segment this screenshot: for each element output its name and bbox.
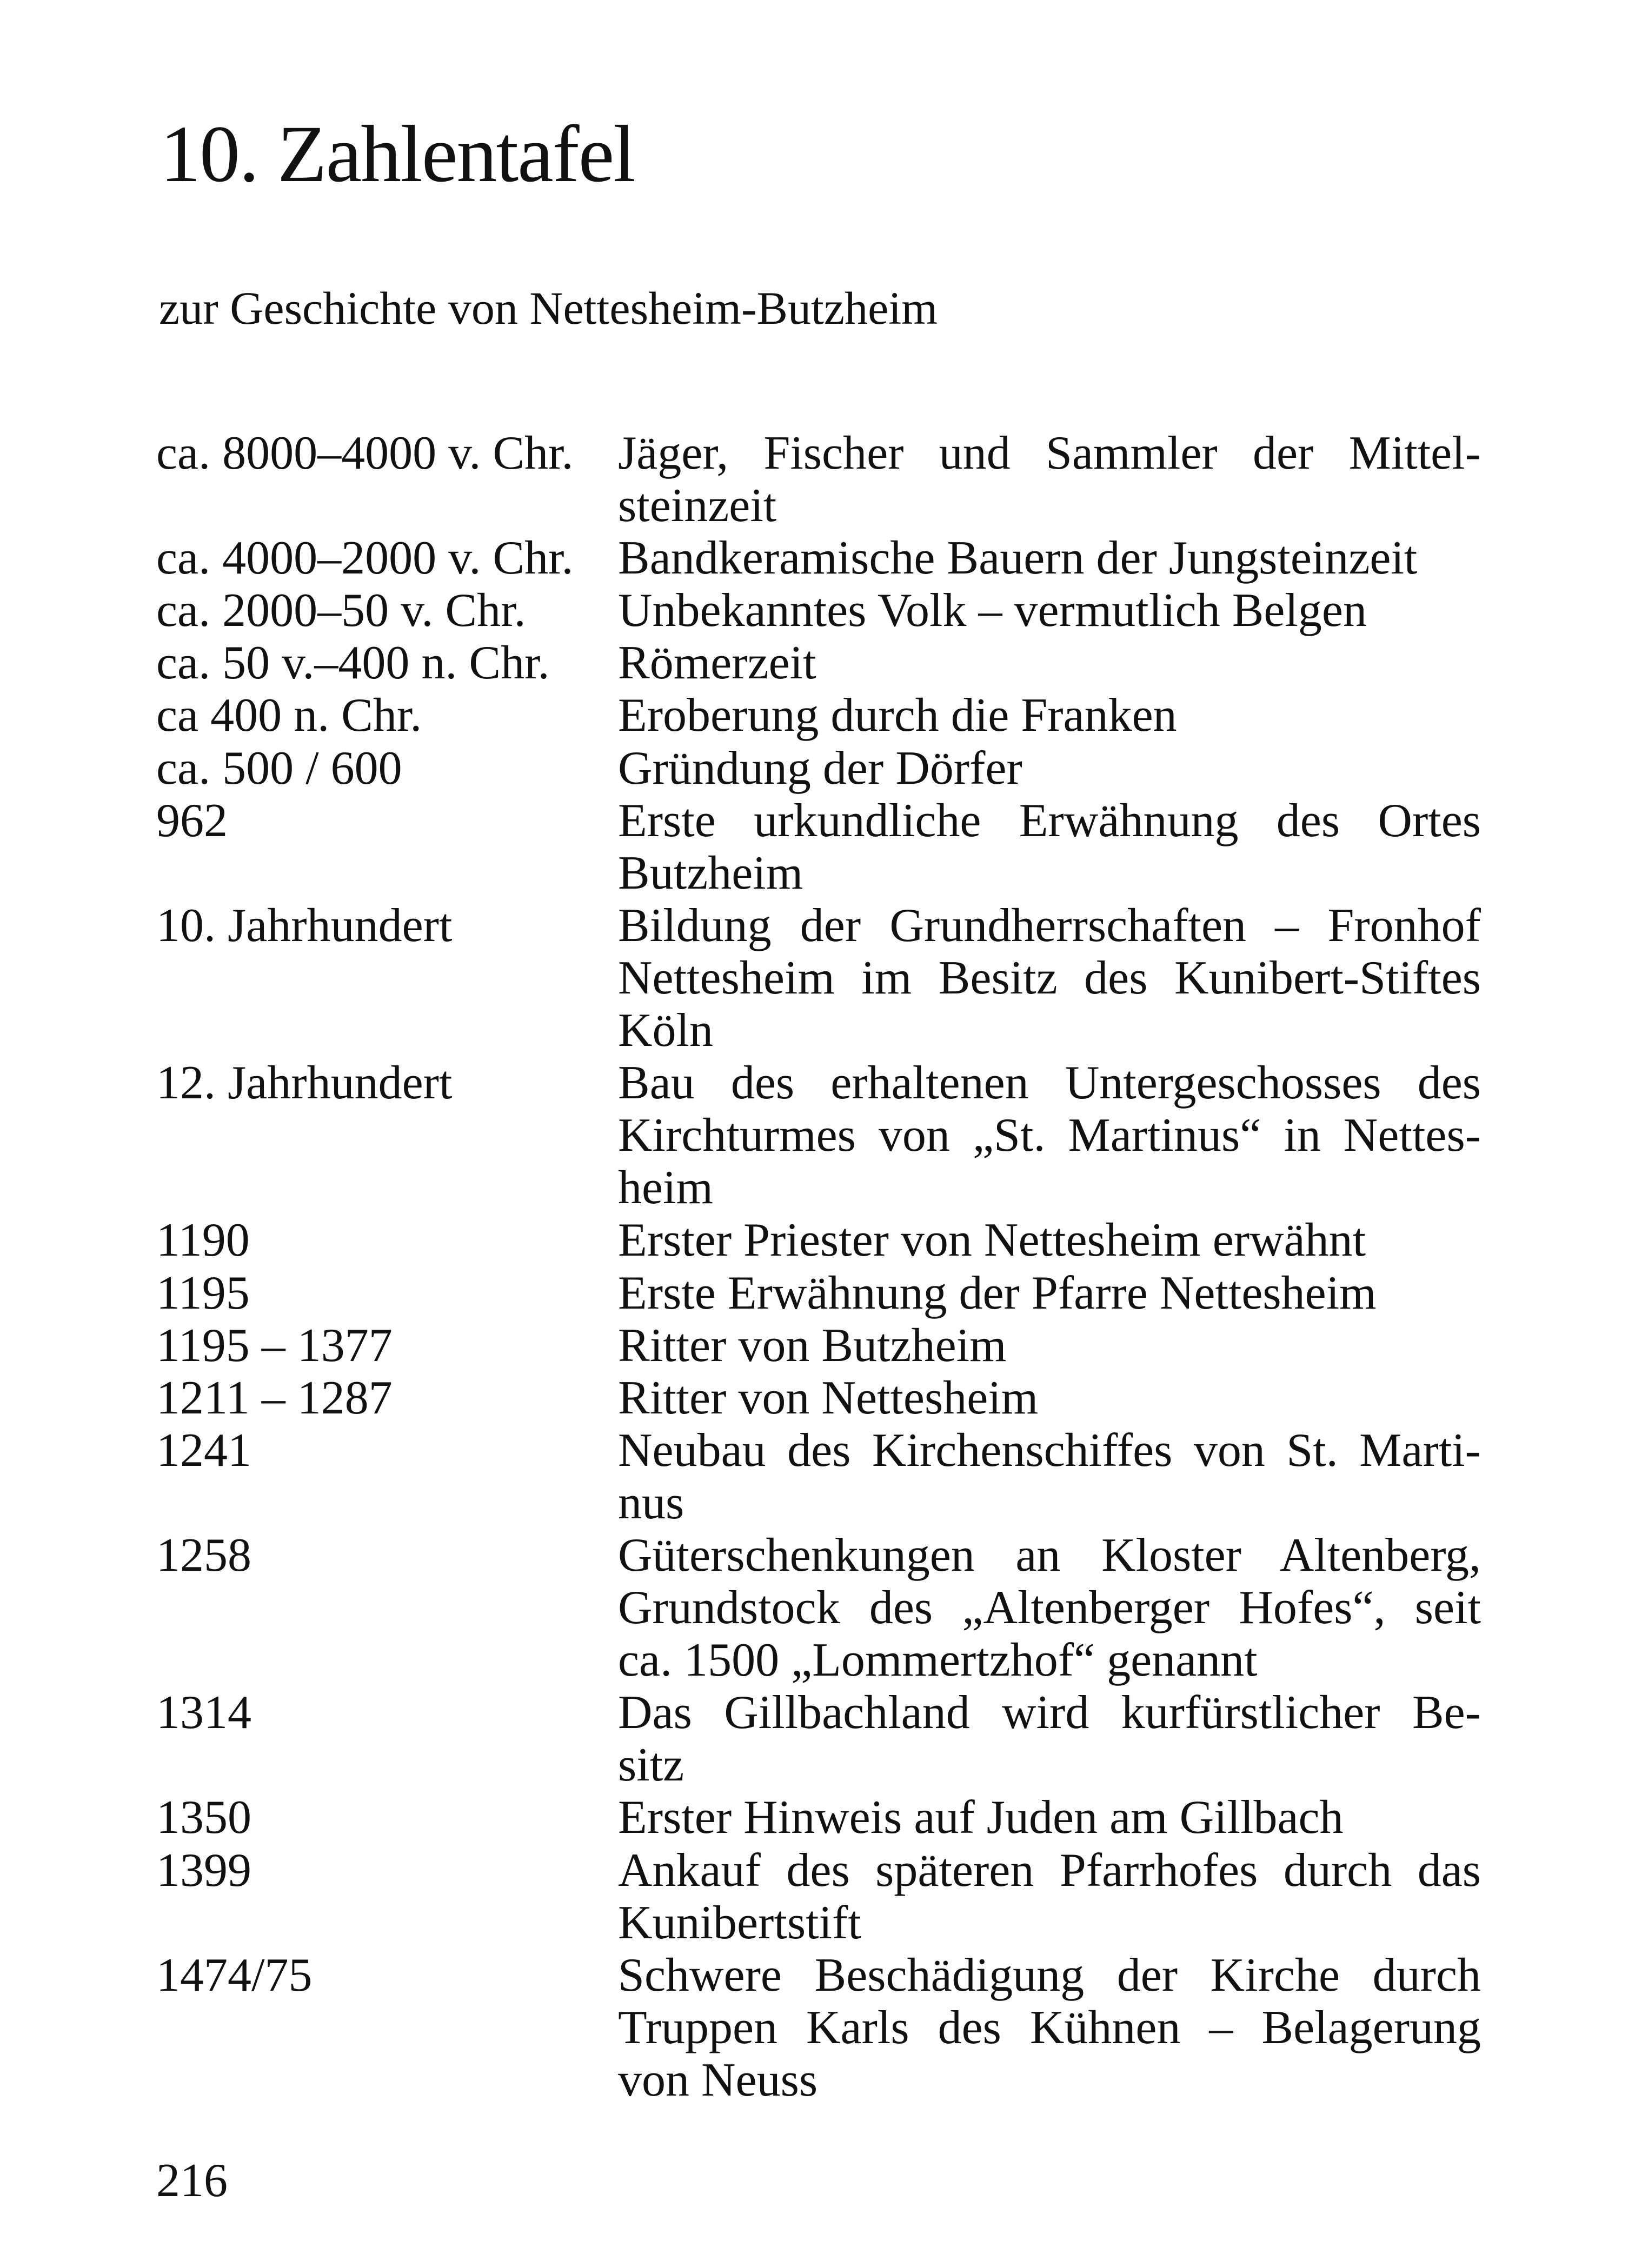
entry-date: ca. 8000–4000 v. Chr. bbox=[156, 427, 574, 479]
entry-description bbox=[618, 1791, 1481, 1844]
entry-description-line: Erste Erwähnung der Pfarre Nettesheim bbox=[618, 1266, 1377, 1319]
entry-description-line: sitz bbox=[618, 1739, 684, 1792]
entry-description bbox=[618, 1529, 1481, 1686]
chronology-row bbox=[156, 1372, 1481, 1424]
entry-description bbox=[618, 1686, 1481, 1791]
chronology-row bbox=[156, 584, 1481, 637]
entry-description-line: Gründung der Dörfer bbox=[618, 742, 1022, 795]
chronology-row bbox=[156, 689, 1481, 742]
entry-date: 962 bbox=[156, 794, 228, 847]
chronology-row bbox=[156, 532, 1481, 584]
entry-date: 12. Jahrhundert bbox=[156, 1057, 453, 1110]
entry-description bbox=[618, 427, 1481, 532]
entry-description-line: ca. 1500 „Lommertzhof“ genannt bbox=[618, 1634, 1258, 1687]
entry-description bbox=[618, 1057, 1481, 1214]
entry-description-line: Römerzeit bbox=[618, 637, 816, 690]
chronology-row bbox=[156, 742, 1481, 795]
page-title: 10. Zahlentafel bbox=[160, 109, 635, 199]
entry-description bbox=[618, 1372, 1481, 1424]
chronology-row bbox=[156, 795, 1481, 899]
entry-description bbox=[618, 584, 1481, 637]
entry-description-line: Bau des erhaltenen Untergeschosses des bbox=[618, 1057, 1481, 1110]
page-number: 216 bbox=[156, 2154, 228, 2207]
entry-description-line: Eroberung durch die Franken bbox=[618, 689, 1177, 742]
entry-description-line: steinzeit bbox=[618, 479, 777, 532]
chronology-row bbox=[156, 899, 1481, 1057]
entry-description-line: nus bbox=[618, 1476, 684, 1529]
entry-description-line: Erster Hinweis auf Juden am Gillbach bbox=[618, 1791, 1344, 1844]
entry-description bbox=[618, 637, 1481, 689]
entry-date: 1399 bbox=[156, 1844, 251, 1897]
entry-date: 1211 – 1287 bbox=[156, 1371, 393, 1424]
chronology-row bbox=[156, 1529, 1481, 1686]
page-subtitle: zur Geschichte von Nettesheim-Butzheim bbox=[159, 282, 938, 334]
entry-date: 1195 bbox=[156, 1266, 250, 1319]
chronology-table bbox=[156, 427, 1481, 2106]
entry-date: 1474/75 bbox=[156, 1949, 313, 2002]
entry-description-line: Köln bbox=[618, 1004, 713, 1057]
entry-description bbox=[618, 1214, 1481, 1266]
entry-description bbox=[618, 689, 1481, 742]
entry-description-line: Kirchturmes von „St. Martinus“ in Nettes- bbox=[618, 1109, 1481, 1162]
entry-description-line: Kunibertstift bbox=[618, 1896, 861, 1949]
chronology-row bbox=[156, 1319, 1481, 1372]
entry-description bbox=[618, 1424, 1481, 1529]
entry-description-line: Ankauf des späteren Pfarrhofes durch das bbox=[618, 1844, 1481, 1897]
chronology-row bbox=[156, 637, 1481, 689]
entry-date: 10. Jahrhundert bbox=[156, 899, 453, 952]
entry-date: ca. 50 v.–400 n. Chr. bbox=[156, 637, 550, 690]
chronology-row bbox=[156, 1214, 1481, 1266]
entry-date: 1195 – 1377 bbox=[156, 1319, 393, 1372]
entry-description-line: Truppen Karls des Kühnen – Belagerung bbox=[618, 2001, 1481, 2054]
entry-description bbox=[618, 1267, 1481, 1319]
entry-date: ca 400 n. Chr. bbox=[156, 689, 422, 742]
entry-date: 1350 bbox=[156, 1791, 251, 1844]
entry-date: ca. 4000–2000 v. Chr. bbox=[156, 532, 574, 585]
entry-description-line: Unbekanntes Volk – vermutlich Belgen bbox=[618, 584, 1367, 637]
entry-description bbox=[618, 532, 1481, 584]
entry-description bbox=[618, 1319, 1481, 1372]
entry-description-line: Erster Priester von Nettesheim erwähnt bbox=[618, 1214, 1366, 1267]
entry-date: 1314 bbox=[156, 1686, 251, 1739]
entry-description-line: Grundstock des „Altenberger Hofes“, seit bbox=[618, 1582, 1481, 1635]
entry-description-line: heim bbox=[618, 1162, 713, 1215]
entry-description bbox=[618, 1949, 1481, 2106]
entry-date: ca. 2000–50 v. Chr. bbox=[156, 584, 526, 637]
entry-description bbox=[618, 1844, 1481, 1949]
chronology-row bbox=[156, 1267, 1481, 1319]
chronology-row bbox=[156, 1057, 1481, 1214]
entry-description bbox=[618, 899, 1481, 1057]
chronology-row bbox=[156, 1424, 1481, 1529]
entry-description-line: Nettesheim im Besitz des Kunibert-Stiftes bbox=[618, 951, 1481, 1004]
entry-description-line: Schwere Beschädigung der Kirche durch bbox=[618, 1949, 1481, 2002]
entry-description-line: Jäger, Fischer und Sammler der Mittel- bbox=[618, 427, 1481, 479]
entry-description bbox=[618, 742, 1481, 795]
entry-description bbox=[618, 795, 1481, 899]
entry-date: 1241 bbox=[156, 1424, 251, 1477]
entry-description-line: Ritter von Butzheim bbox=[618, 1319, 1007, 1372]
entry-description-line: Neubau des Kirchenschiffes von St. Marti- bbox=[618, 1424, 1481, 1477]
chronology-row bbox=[156, 1686, 1481, 1791]
entry-date: ca. 500 / 600 bbox=[156, 742, 402, 795]
entry-description-line: Das Gillbachland wird kurfürstlicher Be- bbox=[618, 1686, 1481, 1739]
entry-description-line: Bildung der Grundherrschaften – Fronhof bbox=[618, 899, 1481, 952]
chronology-row bbox=[156, 1949, 1481, 2106]
entry-date: 1258 bbox=[156, 1529, 251, 1582]
entry-description-line: Erste urkundliche Erwähnung des Ortes bbox=[618, 794, 1481, 847]
entry-description-line: Bandkeramische Bauern der Jungsteinzeit bbox=[618, 532, 1418, 585]
entry-description-line: Ritter von Nettesheim bbox=[618, 1371, 1039, 1424]
entry-date: 1190 bbox=[156, 1214, 250, 1267]
chronology-row bbox=[156, 1791, 1481, 1844]
chronology-row bbox=[156, 427, 1481, 532]
entry-description-line: Güterschenkungen an Kloster Altenberg, bbox=[618, 1529, 1481, 1582]
entry-description-line: Butzheim bbox=[618, 846, 803, 899]
chronology-row bbox=[156, 1844, 1481, 1949]
entry-description-line: von Neuss bbox=[618, 2053, 818, 2106]
